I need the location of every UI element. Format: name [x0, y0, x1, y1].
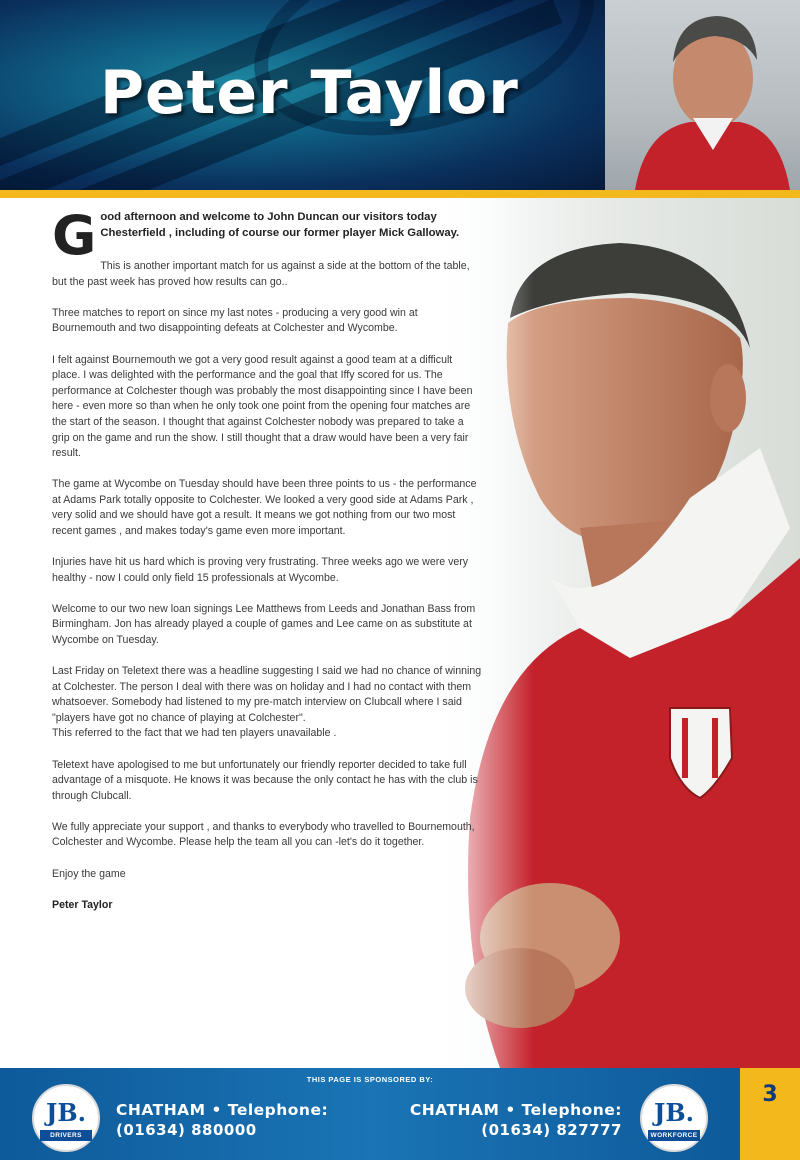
article-paragraph: Last Friday on Teletext there was a headline suggesting I said we had no chance of winning at Colchester. The person I deal with there was on holiday and I had no contact with them whatsoever. Somebody had listened to my pre-match interview on Clubcall where I said "players have got no chance of playing at Colchester". This referred to the fact that we had ten players unavailable .	[52, 665, 482, 740]
logo-subtitle: WORKFORCE	[648, 1130, 700, 1141]
article-intro: ood afternoon and welcome to John Duncan our visitors today Chesterfield , including of course our former player Mick Galloway.	[100, 211, 460, 239]
header-accent-band	[0, 190, 800, 198]
portrait-illustration	[605, 0, 800, 190]
jb-workforce-logo	[640, 1084, 708, 1152]
page-header	[0, 0, 605, 190]
contact-phone: (01634) 827777	[481, 1121, 622, 1139]
right-contact	[390, 1100, 622, 1140]
left-contact	[116, 1100, 328, 1140]
jb-drivers-logo	[32, 1084, 100, 1152]
article-paragraph: Three matches to report on since my last notes - producing a very good win at Bournemouth and two disappointing defeats at Colchester and Wycombe.	[52, 306, 418, 335]
contact-location: CHATHAM • Telephone:	[116, 1101, 329, 1119]
page-number: 3	[762, 1082, 778, 1107]
manager-photo	[430, 198, 800, 1068]
article-paragraph: This is another important match for us against a side at the bottom of the table, but the past week has proved how results can go..	[52, 260, 470, 288]
article-body	[52, 204, 482, 929]
article-paragraph: I felt against Bournemouth we got a very good result against a good team at a difficult place. I was delighted with the performance and the goal that Iffy scored for us. The performance at Colchester though was probably the most disappointing since I have been here - even more so than when he only took one point from the opening four matches are the start of the season. I thought that against Colchester nobody was prepared to take a grip on the game and run the show. I still thought that a draw would have been a very fair result.	[52, 353, 473, 460]
article-paragraph: Welcome to our two new loan signings Lee Matthews from Leeds and Jonathan Bass from Birmingham. Jon has already played a couple of games and Lee came on as substitute at Wycombe on Tuesday.	[52, 602, 476, 646]
manager-illustration	[430, 198, 800, 1068]
article-paragraph: The game at Wycombe on Tuesday should have been three points to us - the performance at Adams Park totally opposite to Colchester. We looked a very good side at Adams Park , very solid and we should have got a result. It means we got nothing from our two most recent games , and makes today's game even more important.	[52, 478, 477, 537]
logo-text: JB.	[46, 1098, 86, 1127]
logo-text: JB.	[654, 1098, 694, 1127]
article-paragraph: We fully appreciate your support , and thanks to everybody who travelled to Bournemouth, Colchester and Wycombe. Please help the team all you can -let's do it together.	[52, 820, 475, 849]
page-title: Peter Taylor	[100, 58, 519, 128]
sponsor-footer	[0, 1068, 740, 1160]
contact-location: CHATHAM • Telephone:	[409, 1101, 622, 1119]
header-portrait-photo	[605, 0, 800, 190]
drop-cap: G	[52, 204, 97, 267]
article-paragraph: Enjoy the game	[52, 867, 126, 880]
sponsor-label: THIS PAGE IS SPONSORED BY:	[306, 1075, 434, 1084]
article-paragraph: Teletext have apologised to me but unfortunately our friendly reporter decided to take full advantage of a misquote. He knows it was because the only contact he has with the club is through Clubcall.	[52, 758, 478, 802]
article-signoff: Peter Taylor	[52, 898, 113, 911]
logo-subtitle: DRIVERS	[40, 1130, 92, 1141]
page-number-box	[740, 1068, 800, 1160]
article-paragraph: Injuries have hit us hard which is proving very frustrating. Three weeks ago we were very healthy - now I could only field 15 professionals at Wycombe.	[52, 556, 469, 584]
contact-phone: (01634) 880000	[116, 1121, 257, 1139]
